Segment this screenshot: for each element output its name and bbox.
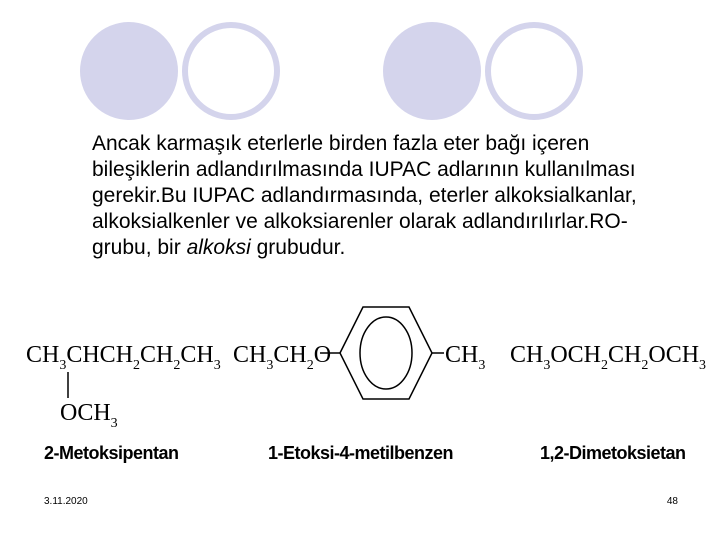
compound2-right-group: $CH_3$ — [445, 342, 486, 373]
compound1-main-chain: $CH_3CHCH_2CH_2CH_3$ — [26, 342, 221, 373]
paragraph-text-2: grubudur. — [250, 236, 346, 259]
paragraph-text-1: Ancak karmaşık eterlerle birden fazla eter bağı içeren bileşiklerin adlandırılmasında IUPAC adlarının kullanılması gerekir.Bu IUPAC adlandırmasında, eterler alkoksialkanlar, alkoksialkenler ve alkoksiarenler olarak adlandırılırlar.RO- grubu, bir — [92, 132, 637, 259]
paragraph-italic-term: alkoksi — [186, 236, 251, 259]
compound3-name: 1,2-Dimetoksietan — [540, 443, 686, 463]
compound3-formula: $CH_3OCH_2CH_2OCH_3$ — [510, 342, 707, 373]
compound1-substituent: $OCH_3$ — [60, 400, 118, 431]
benzene-aromatic-circle — [360, 317, 412, 389]
benzene-ring — [340, 307, 432, 399]
compound2-left-group: $CH_3CH_2O$ — [233, 342, 332, 373]
compound2-name: 1-Etoksi-4-metilbenzen — [268, 443, 454, 463]
page-number: 48 — [666, 496, 678, 507]
compound1-name: 2-Metoksipentan — [44, 443, 179, 463]
footer-date: 3.11.2020 — [44, 496, 88, 507]
